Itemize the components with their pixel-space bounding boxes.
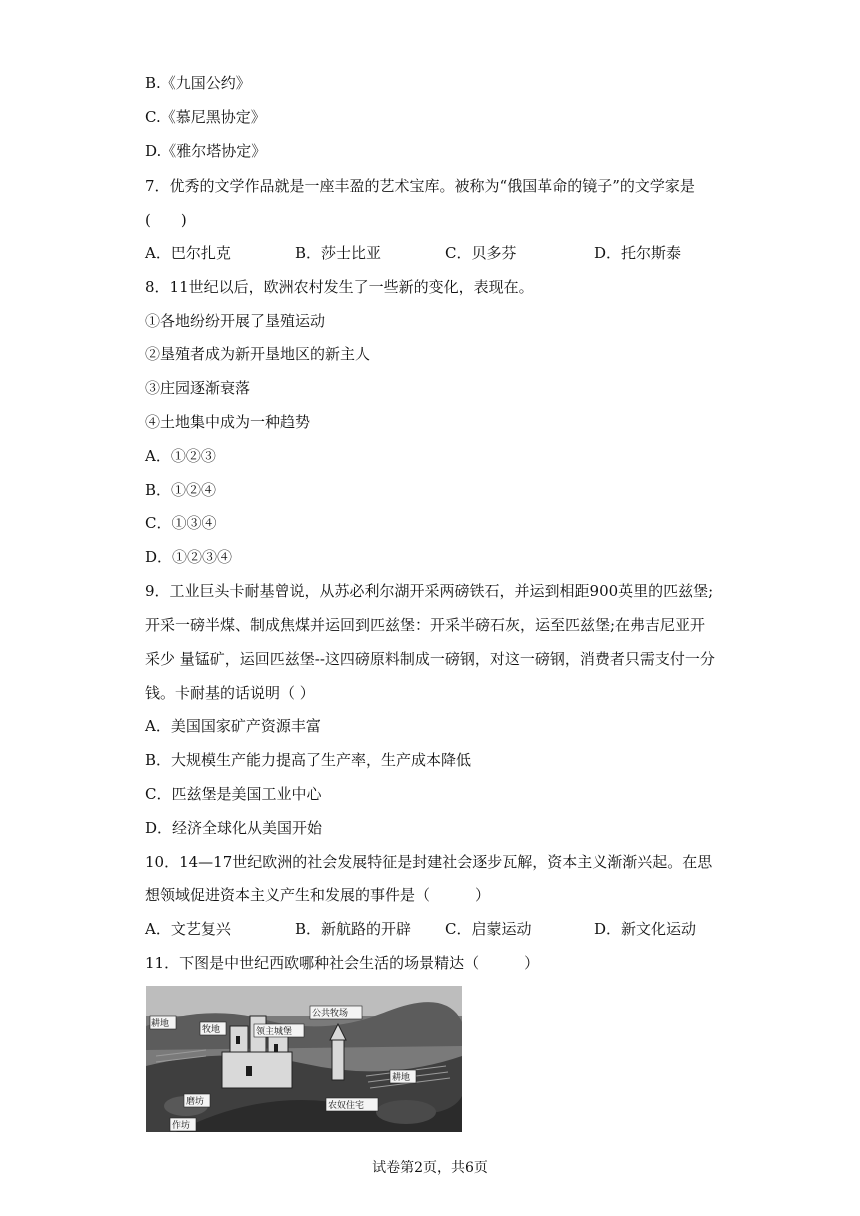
figure-label-pasture: 牧地 <box>202 1025 221 1035</box>
figure-label-farmland-1: 耕地 <box>151 1019 170 1029</box>
figure-label-mill: 磨坊 <box>186 1097 205 1107</box>
q7-option-a: A．巴尔扎克 <box>145 244 231 262</box>
q7-option-b: B．莎士比亚 <box>295 244 382 262</box>
figure-label-lord-castle: 领主城堡 <box>256 1027 293 1037</box>
q10-option-c: C．启蒙运动 <box>445 920 532 938</box>
q9-option-d: D．经济全球化从美国开始 <box>145 819 323 837</box>
q8-option-d: D．①②③④ <box>145 548 233 566</box>
q10-option-d: D．新文化运动 <box>594 920 697 938</box>
q9-stem-line-4: 钱。卡耐基的话说明（ ） <box>145 684 315 702</box>
q10-stem-line-2: 想领域促进资本主义产生和发展的事件是（ ） <box>145 886 491 904</box>
q9-option-c: C．匹兹堡是美国工业中心 <box>145 785 322 803</box>
q8-stem: 8．11世纪以后，欧洲农村发生了一些新的变化，表现在。 <box>145 278 534 296</box>
q7-option-d: D．托尔斯泰 <box>594 244 682 262</box>
q9-stem-line-1: 9．工业巨头卡耐基曾说，从苏必利尔湖开采两磅铁石，并运到相距900英里的匹兹堡; <box>145 582 714 600</box>
q9-option-a: A．美国国家矿产资源丰富 <box>145 717 321 735</box>
page-footer: 试卷第2页，共6页 <box>372 1160 488 1176</box>
q8-item-4: ④土地集中成为一种趋势 <box>145 413 311 431</box>
q9-stem-line-3: 采少 量锰矿，运回匹兹堡--这四磅原料制成一磅钢，对这一磅钢，消费者只需支付一分 <box>145 650 715 668</box>
q9-stem-line-2: 开采一磅半煤、制成焦煤并运回到匹兹堡：开采半磅石灰，运至匹兹堡;在弗吉尼亚开 <box>145 616 706 634</box>
q8-option-b: B．①②④ <box>145 481 217 499</box>
manor-scene-image <box>146 986 462 1132</box>
q8-item-3: ③庄园逐渐衰落 <box>145 379 251 397</box>
q7-answer-paren: ( ) <box>145 211 187 229</box>
q6-option-b: B.《九国公约》 <box>145 74 251 92</box>
figure-label-farmland-2: 耕地 <box>392 1073 411 1083</box>
q8-option-c: C．①③④ <box>145 514 217 532</box>
q8-option-a: A．①②③ <box>145 447 216 465</box>
figure-label-serf-houses: 农奴住宅 <box>328 1101 365 1111</box>
q8-item-1: ①各地纷纷开展了垦殖运动 <box>145 312 326 330</box>
q6-option-c: C.《慕尼黑协定》 <box>145 108 266 126</box>
q10-stem-line-1: 10．14—17世纪欧洲的社会发展特征是封建社会逐步瓦解，资本主义渐渐兴起。在思 <box>145 853 713 871</box>
q11-stem: 11．下图是中世纪西欧哪种社会生活的场景精达（ ） <box>145 954 540 972</box>
q9-option-b: B．大规模生产能力提高了生产率，生产成本降低 <box>145 751 472 769</box>
q6-option-d: D.《雅尔塔协定》 <box>145 142 267 160</box>
figure-label-common-pasture: 公共牧场 <box>312 1009 349 1019</box>
q10-option-a: A．文艺复兴 <box>145 920 231 938</box>
q7-option-c: C．贝多芬 <box>445 244 517 262</box>
q7-stem: 7．优秀的文学作品就是一座丰盈的艺术宝库。被称为“俄国革命的镜子”的文学家是 <box>145 177 695 195</box>
q8-item-2: ②垦殖者成为新开垦地区的新主人 <box>145 345 371 363</box>
q10-option-b: B．新航路的开辟 <box>295 920 412 938</box>
figure-label-workshop: 作坊 <box>172 1121 191 1131</box>
